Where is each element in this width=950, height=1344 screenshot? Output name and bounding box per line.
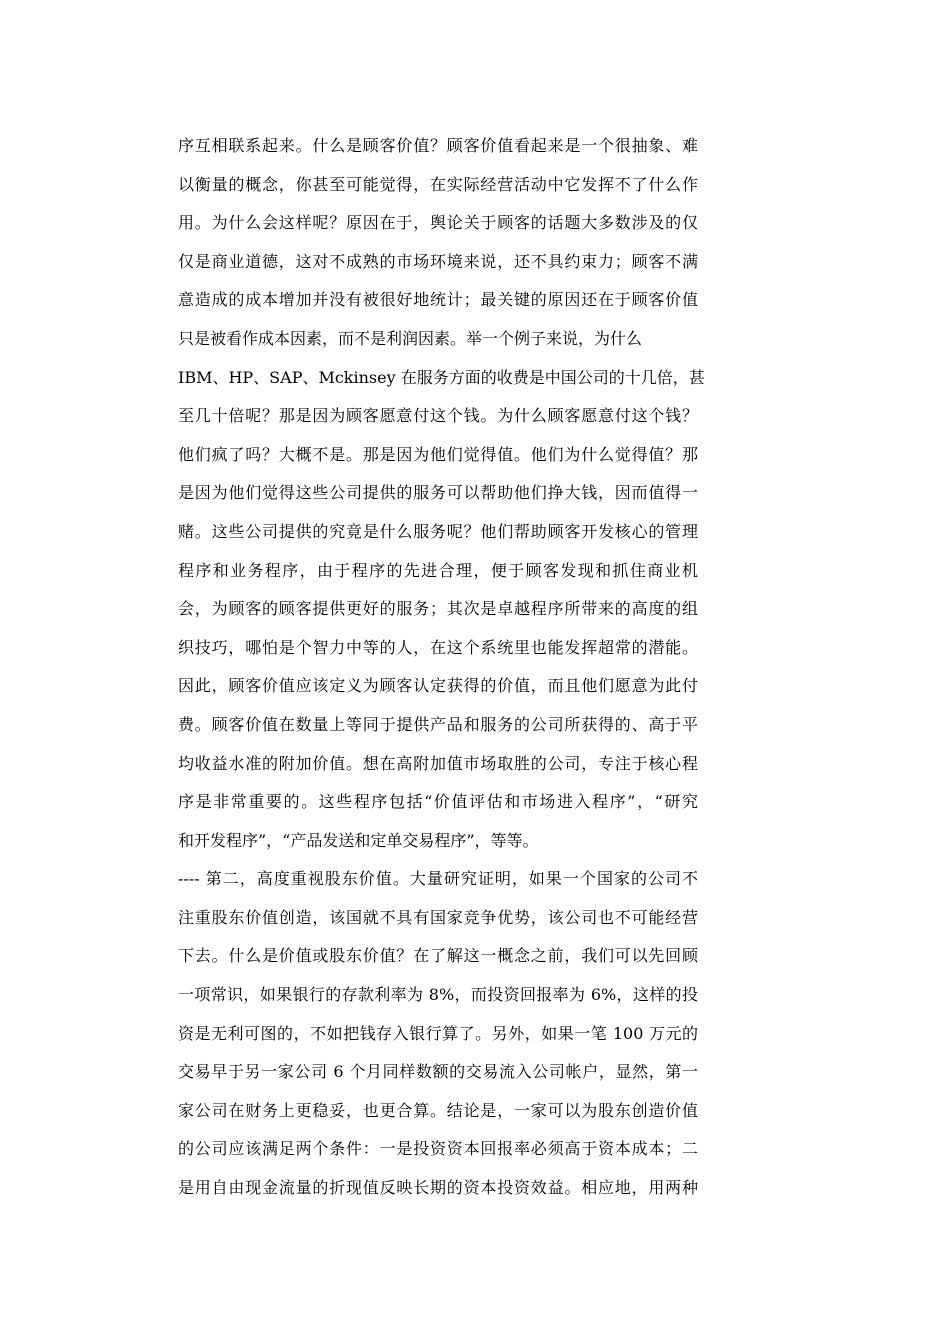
text-line: IBM、HP、SAP、Mckinsey 在服务方面的收费是中国公司的十几倍，甚 [178,367,705,387]
text-line: 织技巧，哪怕是个智力中等的人，在这个系统里也能发挥超常的潜能。 [178,637,698,657]
text-line: 只是被看作成本因素，而不是利润因素。举一个例子来说，为什么 [178,328,643,348]
text-line: 程序和业务程序，由于程序的先进合理，便于顾客发现和抓住商业机 [178,560,698,580]
text-line: 的公司应该满足两个条件：一是投资资本回报率必须高于资本成本；二 [178,1139,698,1159]
text-line: 赌。这些公司提供的究竟是什么服务呢？他们帮助顾客开发核心的管理 [178,521,698,541]
text-line: 是用自由现金流量的折现值反映长期的资本投资效益。相应地，用两种 [178,1178,698,1198]
text-line: 一项常识，如果银行的存款利率为 8%，而投资回报率为 6%，这样的投 [178,985,698,1005]
text-line: 注重股东价值创造，该国就不具有国家竞争优势，该公司也不可能经营 [178,907,698,927]
text-line: 费。顾客价值在数量上等同于提供产品和服务的公司所获得的、高于平 [178,714,698,734]
text-line: 交易早于另一家公司 6 个月同样数额的交易流入公司帐户，显然，第一 [178,1062,698,1082]
text-line: 家公司在财务上更稳妥，也更合算。结论是，一家可以为股东创造价值 [178,1100,698,1120]
text-line: ---- 第二，高度重视股东价值。大量研究证明，如果一个国家的公司不 [178,869,698,889]
text-line: 用。为什么会这样呢？原因在于，舆论关于顾客的话题大多数涉及的仅 [178,213,698,233]
text-line: 是因为他们觉得这些公司提供的服务可以帮助他们挣大钱，因而值得一 [178,483,698,503]
text-line: 资是无利可图的，不如把钱存入银行算了。另外，如果一笔 100 万元的 [178,1023,698,1043]
text-line: 均收益水准的附加价值。想在高附加值市场取胜的公司，专注于核心程 [178,753,698,773]
text-line: 序互相联系起来。什么是顾客价值？顾客价值看起来是一个很抽象、难 [178,136,698,155]
text-line: 和开发程序”，“产品发送和定单交易程序”，等等。 [178,830,539,850]
text-line: 会，为顾客的顾客提供更好的服务；其次是卓越程序所带来的高度的组 [178,599,698,619]
text-line: 因此，顾客价值应该定义为顾客认定获得的价值，而且他们愿意为此付 [178,676,698,696]
text-line: 仅是商业道德，这对不成熟的市场环境来说，还不具约束力；顾客不满 [178,251,698,271]
text-line: 意造成的成本增加并没有被很好地统计；最关键的原因还在于顾客价值 [178,290,698,310]
text-line: 以衡量的概念，你甚至可能觉得，在实际经营活动中它发挥不了什么作 [178,174,698,194]
text-line: 序是非常重要的。这些程序包括“价值评估和市场进入程序”，“研究 [178,792,698,812]
text-line: 下去。什么是价值或股东价值？在了解这一概念之前，我们可以先回顾 [178,946,698,966]
text-line: 他们疯了吗？大概不是。那是因为他们觉得值。他们为什么觉得值？那 [178,444,698,464]
body-text [178,127,705,1208]
text-line: 至几十倍呢？那是因为顾客愿意付这个钱。为什么顾客愿意付这个钱？ [178,406,698,426]
